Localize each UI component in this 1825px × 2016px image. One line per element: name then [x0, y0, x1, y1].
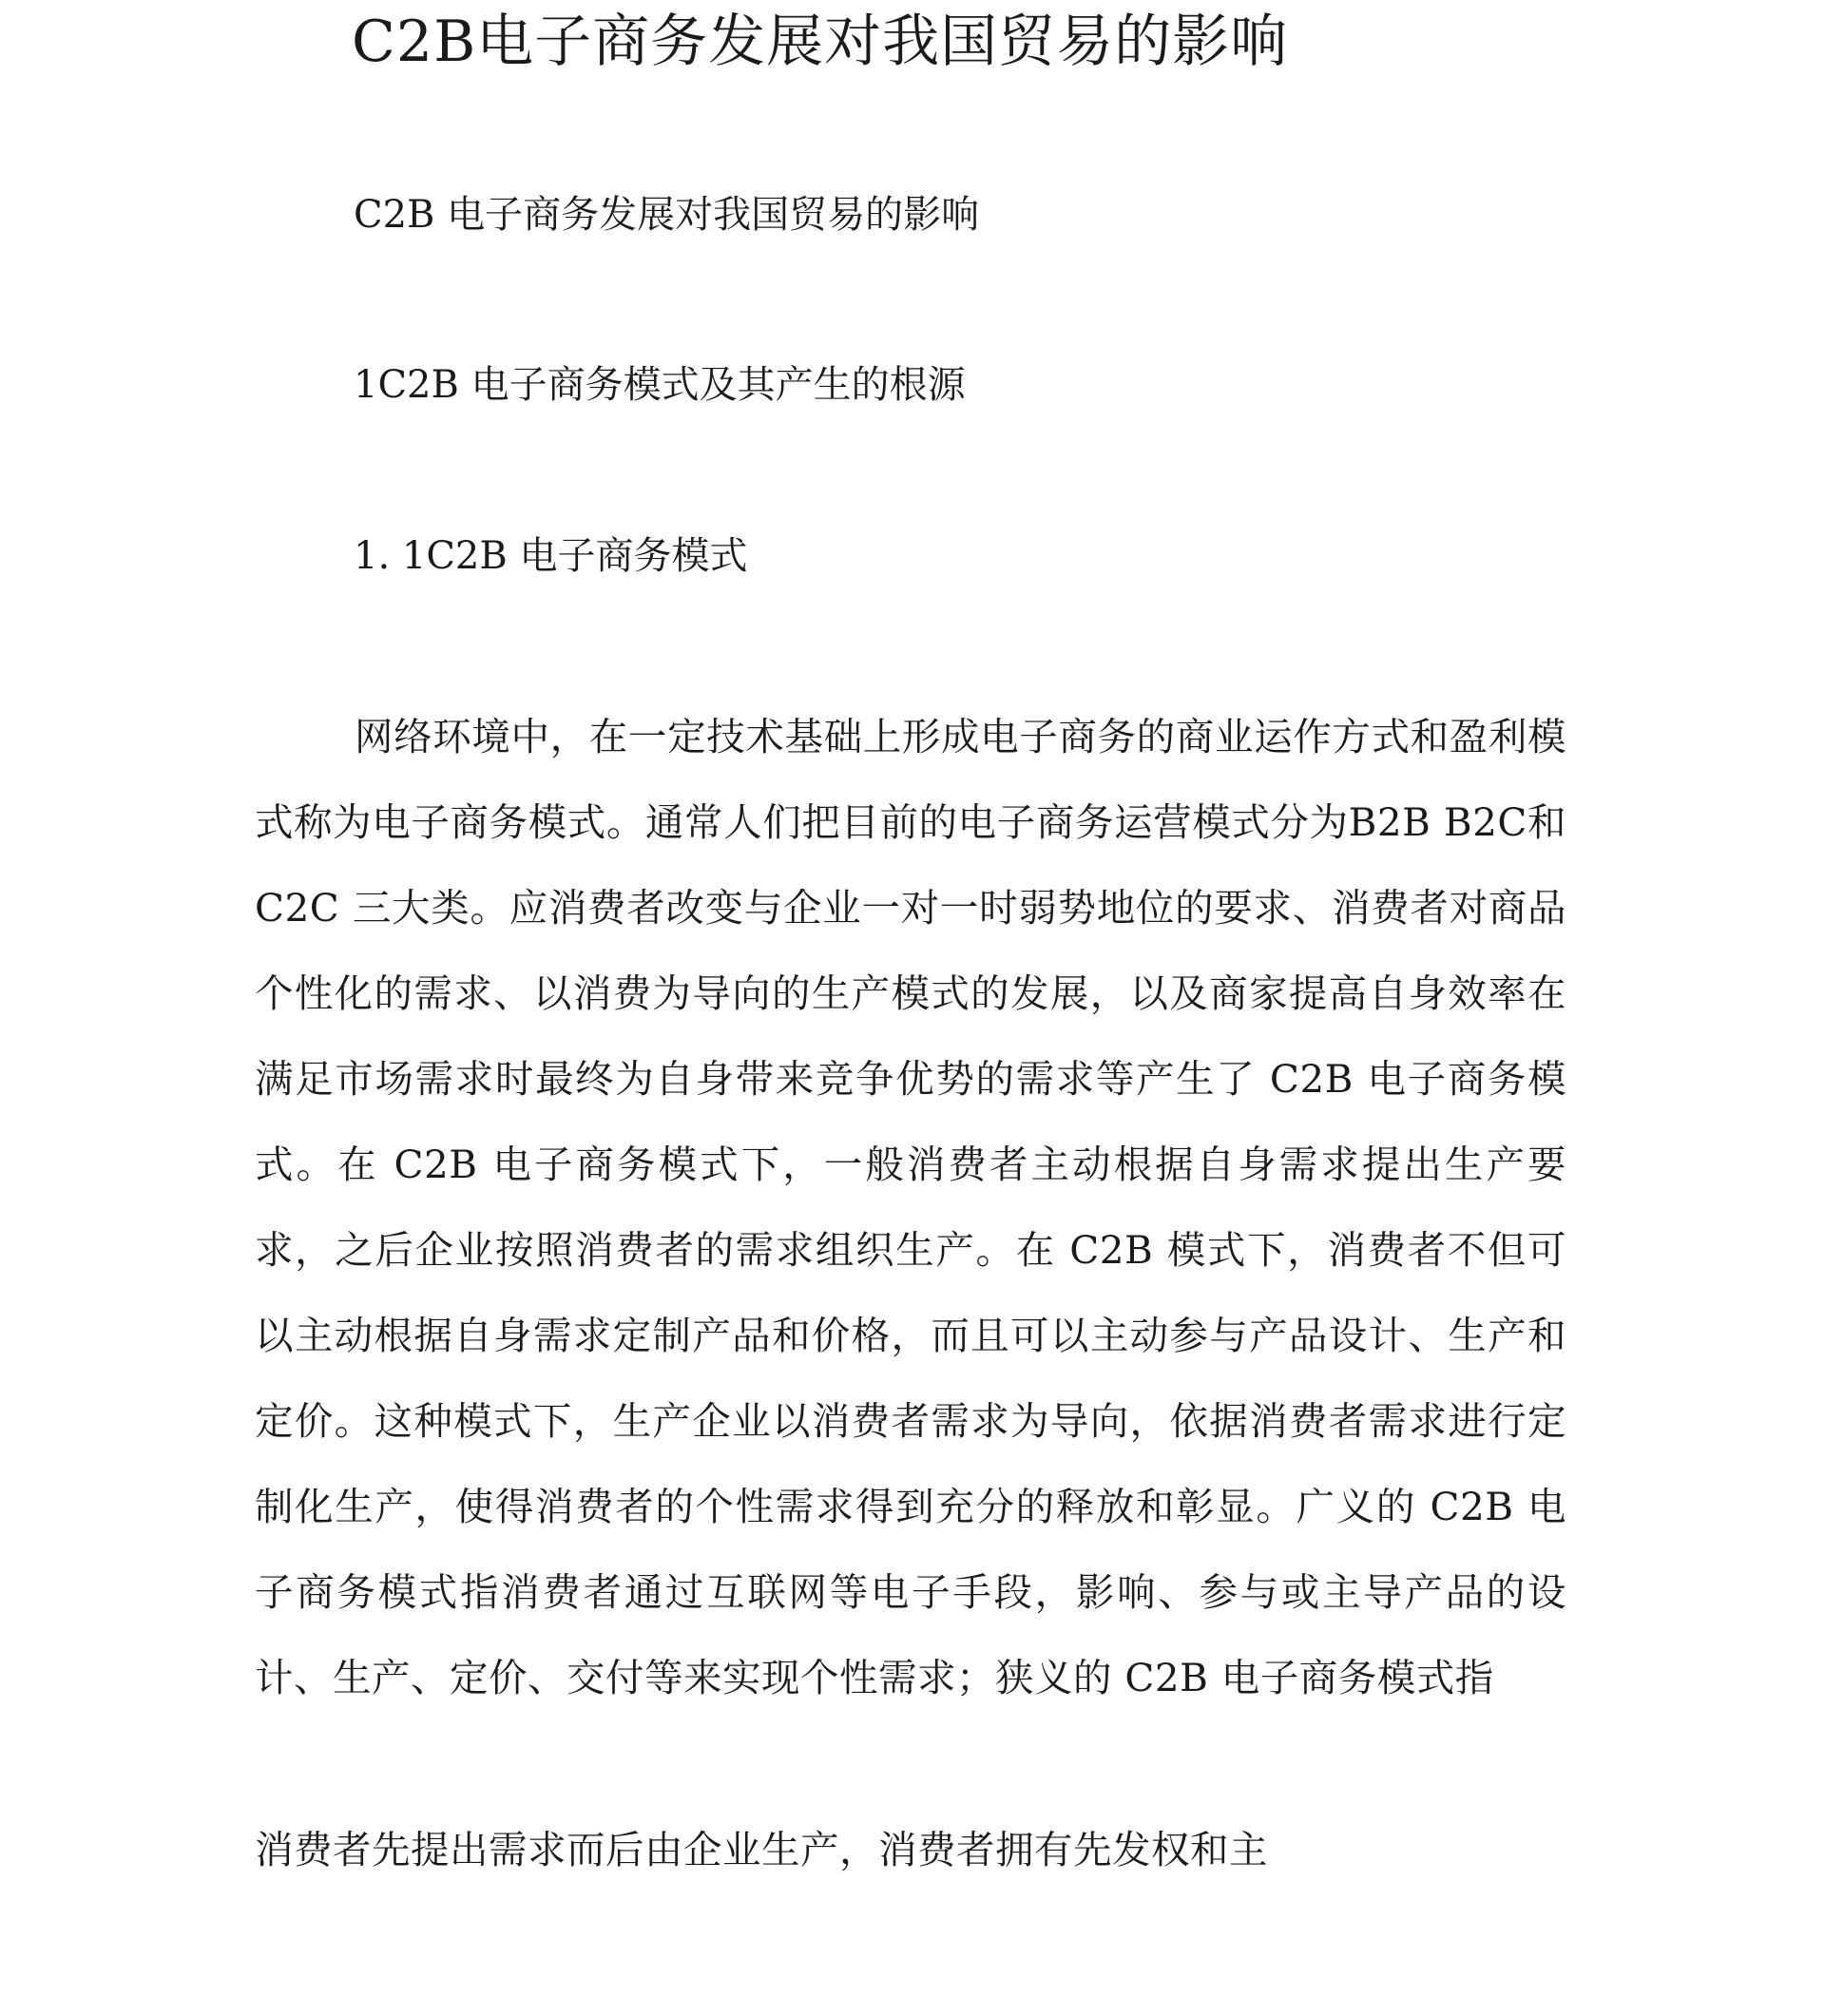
document-subtitle: C2B 电子商务发展对我国贸易的影响 — [354, 193, 980, 237]
body-paragraph: 网络环境中，在一定技术基础上形成电子商务的商业运作方式和盈利模式称为电子商务模式。通常人们把目前的电子商务运营模式分为B2B B2C和 C2C 三大类。应消费者改变与企业一对一时弱势地位的要求、消费者对商品个性化的需求、以消费为导向的生产模式的发展，以及商家提高自身效率在满足市场需求时最终为自身带来竞争优势的需求等产生了 C2B 电子商务模式。在 C2B 电子商务模式下，一般消费者主动根据自身需求提出生产要求，之后企业按照消费者的需求组织生产。在 C2B 模式下，消费者不但可以主动根据自身需求定制产品和价格，而且可以主动参与产品设计、生产和定价。这种模式下，生产企业以消费者需求为导向，依据消费者需求进行定制化生产，使得消费者的个性需求得到充分的释放和彰显。广义的 C2B 电子商务模式指消费者通过互联网等电子手段，影响、参与或主导产品的设计、生产、定价、交付等来实现个性需求；狭义的 C2B 电子商务模式指 — [255, 714, 1566, 1700]
section-heading: 1C2B 电子商务模式及其产生的根源 — [354, 363, 966, 407]
subsection-heading: 1. 1C2B 电子商务模式 — [354, 534, 748, 578]
document-title: C2B电子商务发展对我国贸易的影响 — [352, 9, 1289, 75]
continuation-line: 消费者先提出需求而后由企业生产，消费者拥有先发权和主 — [255, 1827, 1268, 1872]
